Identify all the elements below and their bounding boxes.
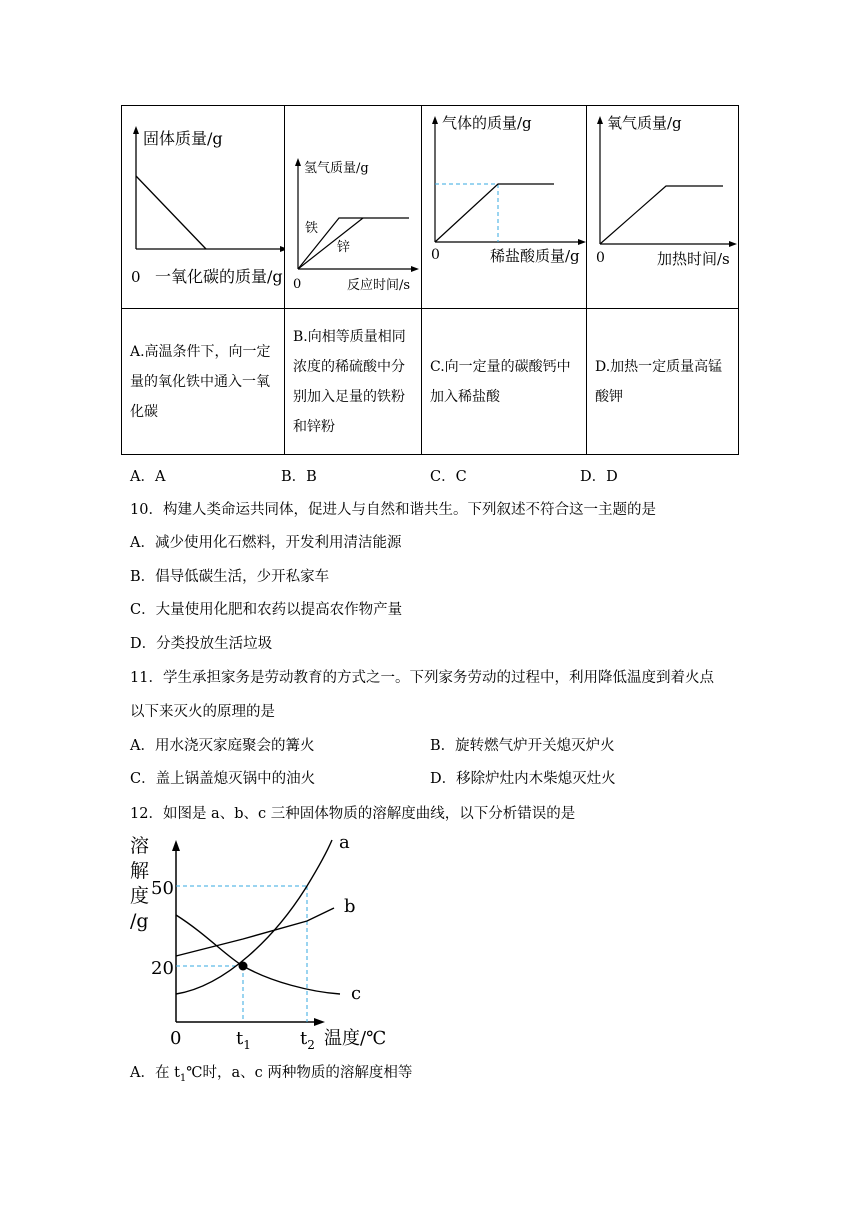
curve-a <box>176 840 332 994</box>
graph-ylabel-4: /g <box>130 910 149 932</box>
graph-ylabel-1: 溶 <box>130 835 150 857</box>
chart-b-zinc-label: 锌 <box>337 240 351 255</box>
curve-c-label: c <box>351 983 362 1004</box>
desc-a-cell <box>122 309 284 454</box>
solubility-graph <box>126 826 426 1056</box>
curve-b-label: b <box>344 896 356 917</box>
q11-option-a[interactable]: A．用水浇灭家庭聚会的篝火 <box>130 738 315 754</box>
q9-option-b[interactable]: B．B <box>281 469 317 485</box>
q11-stem-line1: 11．学生承担家务是劳动教育的方式之一。下列家务劳动的过程中，利用降低温度到着火点 <box>130 670 714 686</box>
q12-option-a[interactable] <box>130 1061 412 1084</box>
desc-b: B.向相等质量相同浓度的稀硫酸中分别加入足量的铁粉和锌粉 <box>293 328 406 435</box>
q9-option-c[interactable]: C．C <box>430 469 467 485</box>
q9-table <box>121 105 739 455</box>
desc-c: C.向一定量的碳酸钙中加入稀盐酸 <box>430 358 571 405</box>
curve-c <box>176 915 340 994</box>
q12-option-a-text: ℃时，a、c 两种物质的溶解度相等 <box>186 1065 413 1081</box>
desc-a: A.高温条件下，向一定量的氧化铁中通入一氧化碳 <box>130 343 271 420</box>
chart-c-origin: 0 <box>431 247 440 263</box>
q11-option-c[interactable]: C．盖上锅盖熄灭锅中的油火 <box>130 771 316 787</box>
chart-d-xlabel: 加热时间/s <box>657 250 730 268</box>
chart-c-ylabel: 气体的质量/g <box>442 114 532 132</box>
chart-d-origin: 0 <box>596 250 605 266</box>
graph-ylabel-3: 度 <box>130 885 150 907</box>
q12-option-a-prefix: A．在 t <box>130 1065 180 1081</box>
chart-d-line <box>600 186 723 244</box>
chart-a-origin: 0 <box>131 268 141 286</box>
chart-d-cell <box>587 106 740 308</box>
chart-d <box>587 106 740 308</box>
q10-option-b[interactable]: B．倡导低碳生活，少开私家车 <box>130 569 330 585</box>
q9-option-d[interactable]: D．D <box>580 469 618 485</box>
chart-b-cell <box>285 106 421 308</box>
chart-d-ylabel: 氧气质量/g <box>607 114 682 132</box>
q11-stem-line2: 以下来灭火的原理的是 <box>130 704 275 720</box>
chart-a-xlabel: 一氧化碳的质量/g <box>155 267 283 286</box>
chart-a-ylabel: 固体质量/g <box>143 129 223 148</box>
q12-stem: 12．如图是 a、b、c 三种固体物质的溶解度曲线，以下分析错误的是 <box>130 806 576 822</box>
chart-b-origin: 0 <box>293 277 302 292</box>
graph-t1: $t_1$ <box>236 1028 251 1052</box>
desc-c-cell <box>422 309 586 454</box>
q10-option-c[interactable]: C．大量使用化肥和农药以提高农作物产量 <box>130 602 403 618</box>
desc-d: D.加热一定质量高锰酸钾 <box>595 358 723 405</box>
chart-a <box>122 106 284 308</box>
graph-y20: 20 <box>151 958 174 979</box>
graph-xlabel: 温度/℃ <box>324 1028 387 1049</box>
curve-a-label: a <box>339 832 350 853</box>
chart-c-line <box>435 184 554 242</box>
q11-option-d[interactable]: D．移除炉灶内木柴熄灭灶火 <box>430 771 616 787</box>
graph-t2: $t_2$ <box>300 1028 315 1052</box>
graph-y50: 50 <box>151 878 174 899</box>
desc-d-cell <box>587 309 740 454</box>
desc-b-cell <box>285 309 421 454</box>
chart-b-xlabel: 反应时间/s <box>347 278 411 293</box>
q12-option-a-subscript: 1 <box>179 1072 187 1084</box>
chart-b <box>285 106 421 308</box>
q11-option-b[interactable]: B．旋转燃气炉开关熄灭炉火 <box>430 738 615 754</box>
intersection-point <box>239 962 248 971</box>
q10-option-a[interactable]: A．减少使用化石燃料，开发利用清洁能源 <box>130 535 402 551</box>
q10-option-d[interactable]: D．分类投放生活垃圾 <box>130 636 273 652</box>
chart-b-iron-label: 铁 <box>305 221 319 236</box>
q10-stem: 10．构建人类命运共同体，促进人与自然和谐共生。下列叙述不符合这一主题的是 <box>130 502 656 518</box>
chart-a-cell <box>122 106 284 308</box>
chart-c <box>422 106 586 308</box>
chart-c-cell <box>422 106 586 308</box>
graph-origin: 0 <box>170 1028 182 1049</box>
chart-b-ylabel: 氢气质量/g <box>304 161 369 176</box>
chart-a-line <box>136 176 206 249</box>
q9-option-a[interactable]: A．A <box>130 469 166 485</box>
graph-ylabel-2: 解 <box>130 860 150 882</box>
chart-c-xlabel: 稀盐酸质量/g <box>490 247 580 265</box>
